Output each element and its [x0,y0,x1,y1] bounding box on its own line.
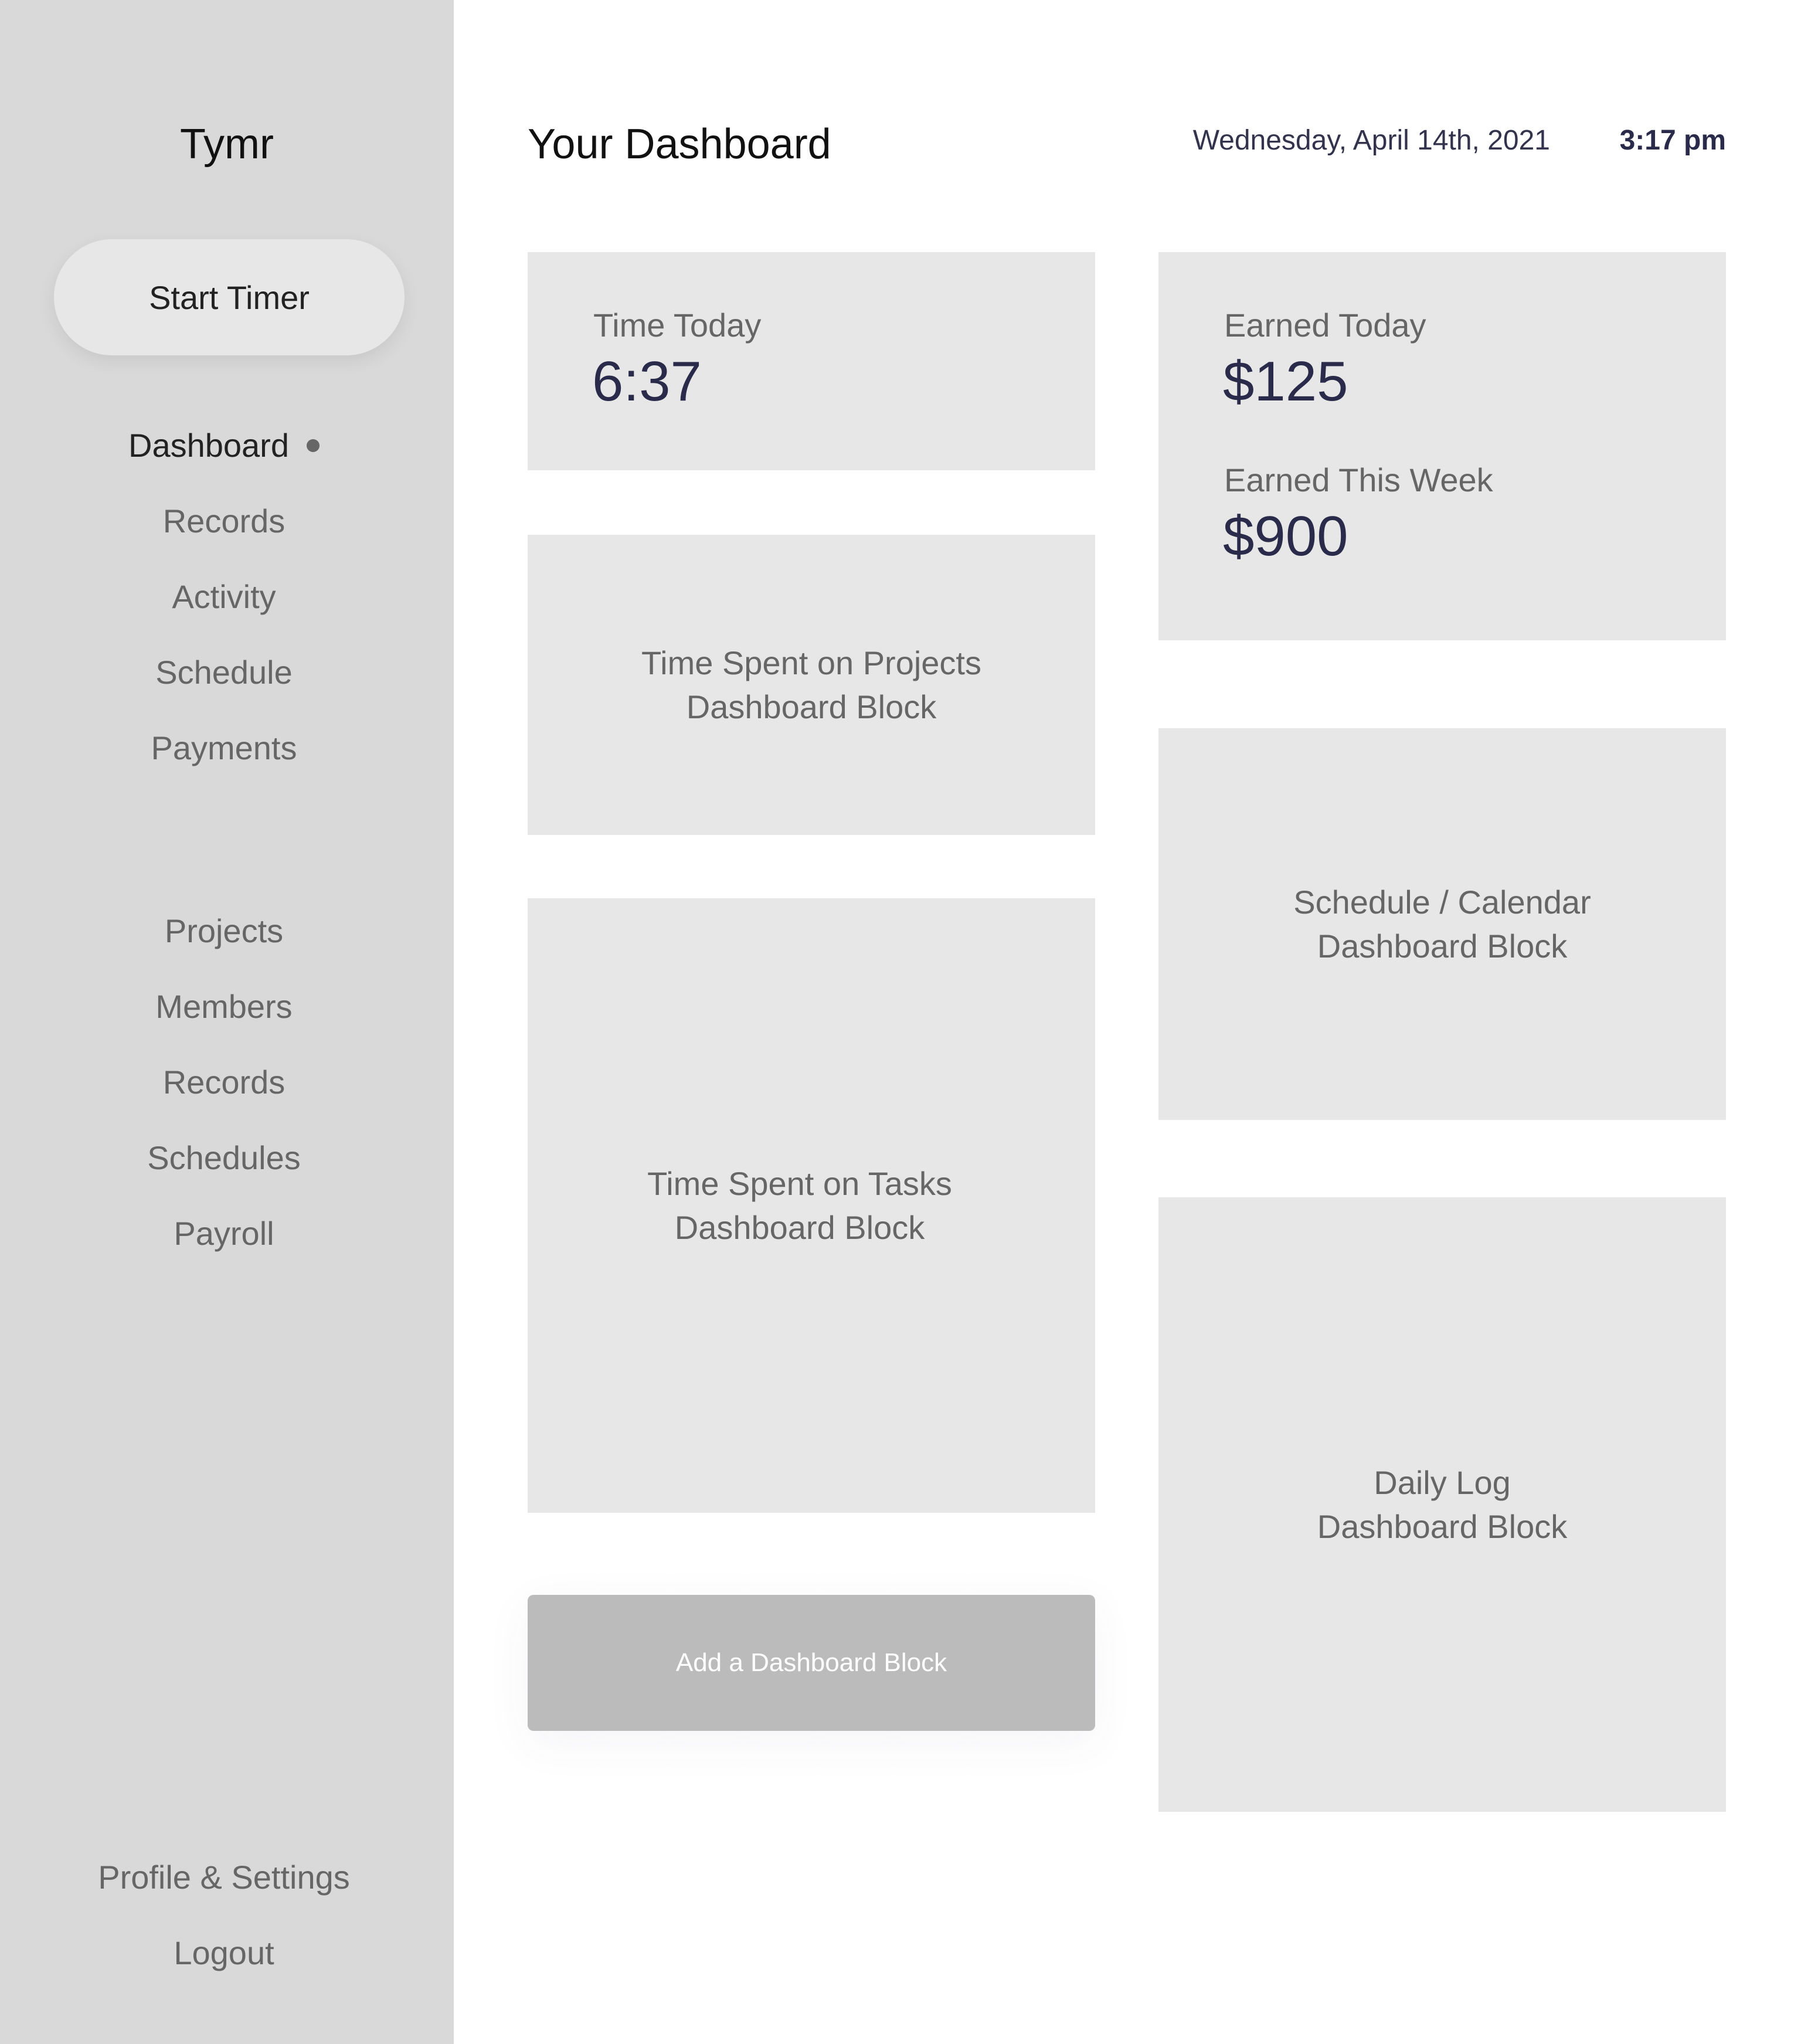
block-title: Time Spent on Projects [641,644,981,681]
current-date: Wednesday, April 14th, 2021 [1192,125,1550,156]
time-today-label: Time Today [593,307,762,344]
sidebar-item-label: Records [162,1064,286,1101]
sidebar-item-schedule[interactable] [0,649,448,696]
earned-week-value: $900 [1223,505,1348,568]
sidebar-item-label: Dashboard [128,427,289,464]
tasks-time-block[interactable] [528,898,1095,1513]
earned-week-label: Earned This Week [1224,461,1493,498]
earnings-block[interactable] [1158,252,1726,640]
sidebar-item-label: Projects [164,912,284,949]
sidebar-item-dashboard[interactable] [0,422,448,469]
block-title: Schedule / Calendar [1293,884,1591,921]
time-today-value: 6:37 [592,350,702,413]
block-subtitle: Dashboard Block [1317,928,1568,965]
active-indicator-icon [307,439,320,452]
time-today-block[interactable] [528,252,1095,470]
daily-log-block[interactable] [1158,1197,1726,1812]
sidebar-item-payroll[interactable] [0,1210,448,1257]
block-title: Time Spent on Tasks [647,1165,952,1202]
page-title: Your Dashboard [528,121,831,168]
earned-today-label: Earned Today [1224,307,1426,344]
projects-time-block[interactable] [528,535,1095,835]
block-subtitle: Dashboard Block [1317,1508,1568,1545]
sidebar-item-profile-settings[interactable] [0,1854,448,1901]
sidebar-item-label: Schedules [147,1139,301,1176]
sidebar-item-admin-records[interactable] [0,1059,448,1106]
sidebar-item-label: Records [162,502,286,539]
sidebar-item-records[interactable] [0,498,448,545]
sidebar-item-label: Activity [172,578,276,615]
sidebar-item-label: Profile & Settings [98,1859,350,1896]
current-time: 3:17 pm [1619,125,1726,156]
app-logo: Tymr [180,121,274,168]
sidebar-item-label: Payroll [174,1215,274,1252]
start-timer-button[interactable]: Start Timer [54,239,405,355]
sidebar-item-label: Payments [151,729,297,766]
sidebar-item-label: Schedule [155,654,293,691]
schedule-calendar-block[interactable] [1158,728,1726,1120]
add-dashboard-block-button[interactable]: Add a Dashboard Block [528,1595,1095,1731]
block-subtitle: Dashboard Block [674,1209,925,1246]
sidebar-item-members[interactable] [0,983,448,1030]
earned-today-value: $125 [1223,350,1348,413]
block-subtitle: Dashboard Block [686,688,937,725]
sidebar-item-schedules[interactable] [0,1135,448,1181]
sidebar-item-logout[interactable] [0,1930,448,1977]
sidebar-item-projects[interactable] [0,908,448,955]
sidebar-item-activity[interactable] [0,573,448,620]
sidebar-item-label: Members [155,988,293,1025]
sidebar [0,0,454,2044]
sidebar-item-payments[interactable] [0,725,448,772]
block-title: Daily Log [1374,1464,1511,1501]
sidebar-item-label: Logout [174,1934,274,1971]
